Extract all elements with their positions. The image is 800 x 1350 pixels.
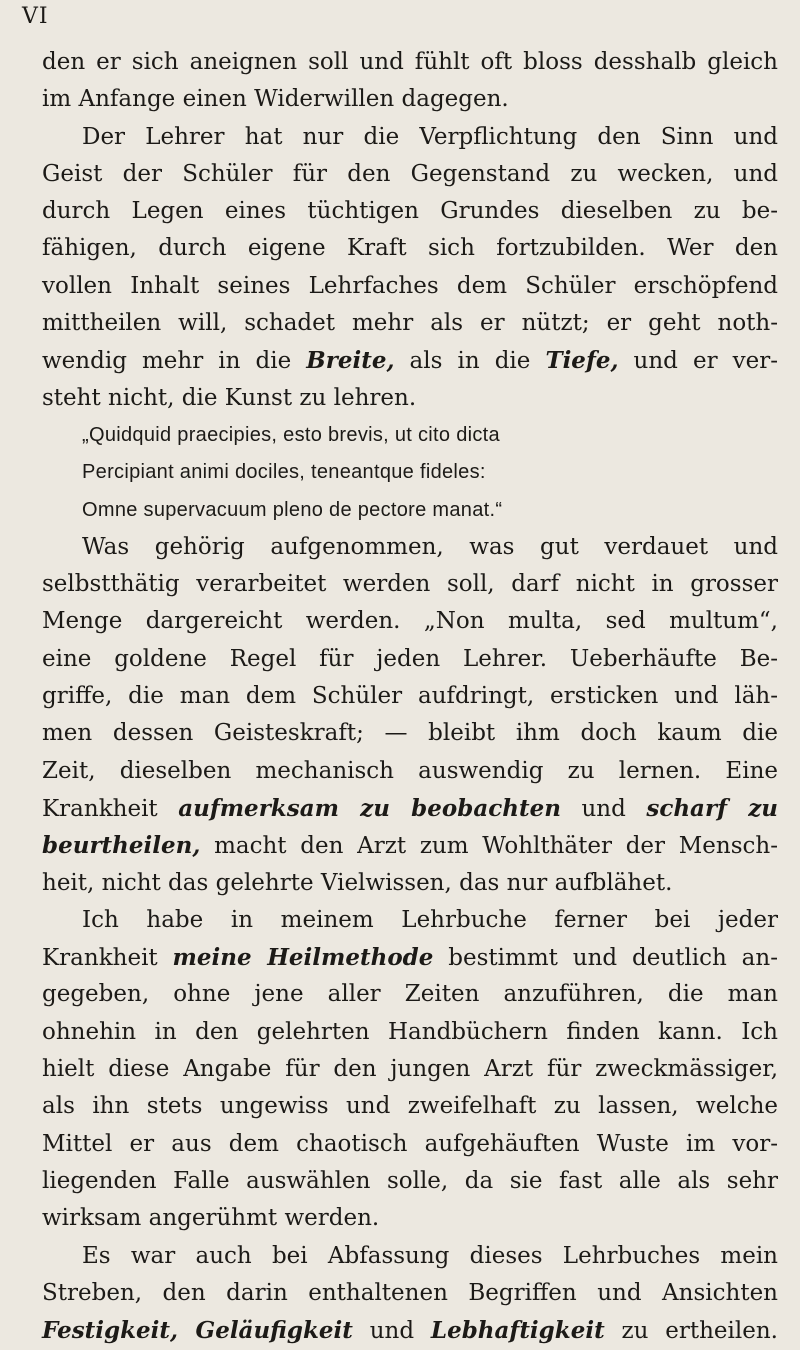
text-segment: griffe, die man dem Schüler aufdringt, ersticken und läh- [42, 683, 778, 710]
text-segment: heit, nicht das gelehrte Vielwissen, das nur aufblähet. [42, 869, 673, 896]
text-line [42, 193, 778, 230]
text-segment: vollen Inhalt seines Lehrfaches dem Schüler erschöpfend [42, 272, 778, 299]
text-line [42, 1312, 778, 1349]
text-line [42, 1051, 778, 1088]
text-segment: und [352, 1318, 431, 1345]
text-segment: hielt diese Angabe für den jungen Arzt für zweckmässiger, [42, 1056, 778, 1083]
text-segment: gegeben, ohne jene aller Zeiten anzuführen, die man [42, 981, 778, 1008]
text-segment: und er ver- [618, 348, 778, 375]
text-line [42, 865, 778, 902]
text-line [42, 342, 778, 379]
text-segment: Der Lehrer hat nur die Verpflichtung den Sinn und [82, 123, 778, 150]
text-segment: den er sich aneignen soll und fühlt oft bloss desshalb gleich [42, 49, 778, 75]
text-segment: liegenden Falle auswählen solle, da sie fast alle als sehr [42, 1167, 778, 1194]
text-segment: im Anfange einen Widerwillen dagegen. [42, 86, 509, 113]
text-line [42, 1238, 778, 1275]
text-segment: eine goldene Regel für jeden Lehrer. Ueberhäufte Be- [42, 645, 778, 672]
text-line [42, 44, 778, 81]
text-segment: Omne supervacuum pleno de pectore manat.“ [82, 498, 503, 521]
text-segment: Menge dargereicht werden. „Non multa, sed multum“, [42, 608, 778, 635]
text-segment: mittheilen will, schadet mehr als er nützt; er geht noth- [42, 310, 778, 337]
text-segment: durch Legen eines tüchtigen Grundes dieselben zu be- [42, 198, 778, 225]
text-line [42, 1163, 778, 1200]
emphasis-text: scharf zu [646, 794, 778, 822]
emphasis-text: meine Heilmethode [172, 944, 434, 972]
body-text [42, 44, 778, 1349]
text-segment: zu ertheilen. [604, 1318, 778, 1345]
text-segment: und [560, 795, 647, 822]
text-line [42, 976, 778, 1013]
text-segment: Geist der Schüler für den Gegenstand zu wecken, und [42, 160, 778, 187]
text-line [42, 305, 778, 342]
page-number: VI [22, 4, 49, 29]
text-segment: steht nicht, die Kunst zu lehren. [42, 384, 417, 411]
emphasis-text: Breite, [306, 347, 395, 375]
text-segment: wendig mehr in die [42, 348, 307, 375]
emphasis-text: beurtheilen, [42, 832, 201, 860]
text-line [42, 715, 778, 752]
text-line [42, 1014, 778, 1051]
text-segment: bestimmt und deutlich an- [433, 945, 778, 972]
text-line [42, 380, 778, 417]
text-segment: Was gehörig aufgenommen, was gut verdauet und [82, 533, 778, 560]
text-segment: men dessen Geisteskraft; — bleibt ihm doch kaum die [42, 720, 778, 747]
emphasis-text: Lebhaftigkeit [430, 1317, 605, 1345]
text-segment: Krankheit [42, 945, 173, 972]
text-line [42, 641, 778, 678]
text-line [42, 1200, 778, 1237]
quote-line [42, 417, 778, 454]
text-segment: wirksam angerühmt werden. [42, 1205, 380, 1232]
text-line [42, 230, 778, 267]
emphasis-text: Festigkeit, Geläufigkeit [42, 1317, 353, 1345]
text-line [42, 939, 778, 976]
text-line [42, 753, 778, 790]
text-segment: ohnehin in den gelehrten Handbüchern finden kann. Ich [42, 1018, 778, 1045]
emphasis-text: Tiefe, [545, 347, 619, 375]
text-line [42, 790, 778, 827]
text-segment: macht den Arzt zum Wohlthäter der Mensch- [200, 833, 778, 860]
quote-line [42, 492, 778, 529]
text-segment: Streben, den darin enthaltenen Begriffen und Ansichten [42, 1279, 778, 1306]
text-line [42, 1088, 778, 1125]
text-segment: Mittel er aus dem chaotisch aufgehäuften Wuste im vor- [42, 1130, 778, 1157]
text-line [42, 566, 778, 603]
text-line [42, 156, 778, 193]
quote-line [42, 454, 778, 491]
text-line [42, 268, 778, 305]
text-segment: Zeit, dieselben mechanisch auswendig zu lernen. Eine [42, 757, 778, 784]
text-line [42, 119, 778, 156]
text-segment: als in die [394, 348, 546, 375]
text-segment: Krankheit [42, 795, 179, 822]
text-segment: selbstthätig verarbeitet werden soll, darf nicht in grosser [42, 571, 778, 598]
text-segment: Percipiant animi dociles, teneantque fideles: [82, 461, 486, 484]
text-line [42, 827, 778, 864]
text-segment: Es war auch bei Abfassung dieses Lehrbuches mein [82, 1242, 778, 1269]
text-line [42, 81, 778, 118]
text-line [42, 603, 778, 640]
emphasis-text: aufmerksam zu beobachten [178, 794, 561, 822]
text-line [42, 1126, 778, 1163]
text-segment: „Quidquid praecipies, esto brevis, ut cito dicta [82, 423, 500, 446]
text-line [42, 529, 778, 566]
text-line [42, 1275, 778, 1312]
text-line [42, 678, 778, 715]
text-segment: fähigen, durch eigene Kraft sich fortzubilden. Wer den [42, 235, 778, 262]
text-segment: als ihn stets ungewiss und zweifelhaft zu lassen, welche [42, 1093, 778, 1120]
text-segment: Ich habe in meinem Lehrbuche ferner bei jeder [82, 906, 778, 933]
text-line [42, 902, 778, 939]
